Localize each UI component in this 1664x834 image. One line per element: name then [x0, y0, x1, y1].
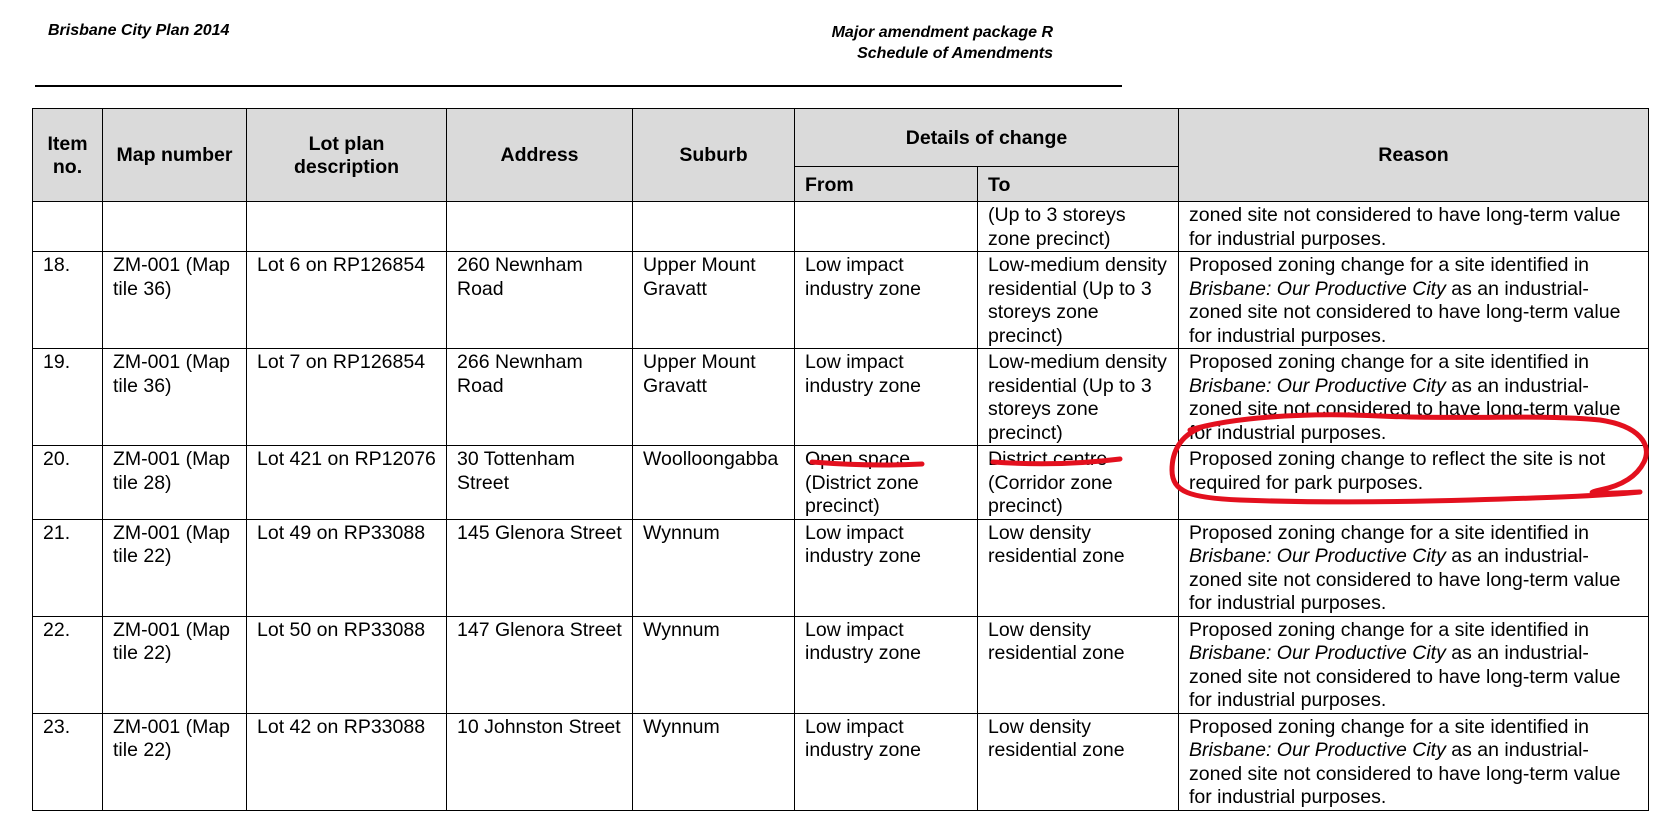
cell-item: 19. — [33, 349, 103, 446]
cell-item: 21. — [33, 519, 103, 616]
cell-lot: Lot 42 on RP33088 — [247, 713, 447, 810]
cell-map: ZM-001 (Map tile 36) — [103, 252, 247, 349]
cell-item: 20. — [33, 446, 103, 520]
cell-address: 30 Tottenham Street — [447, 446, 633, 520]
reason-text-end: as an industrial-zoned site not considered to have long-term value for industrial purposes. — [1189, 545, 1621, 614]
cell-suburb: Upper Mount Gravatt — [633, 252, 795, 349]
cell-reason — [1179, 349, 1649, 446]
cell-map: ZM-001 (Map tile 28) — [103, 446, 247, 520]
cell-to: District centre (Corridor zone precinct) — [978, 446, 1179, 520]
cell-item: 18. — [33, 252, 103, 349]
cell-address: 260 Newnham Road — [447, 252, 633, 349]
cell-map: ZM-001 (Map tile 22) — [103, 713, 247, 810]
cell-lot: Lot 7 on RP126854 — [247, 349, 447, 446]
col-header-details: Details of change — [795, 109, 1179, 167]
cell-reason — [1179, 519, 1649, 616]
document-subtitle — [832, 22, 1053, 64]
reason-text: Proposed zoning change for a site identified in — [1189, 715, 1590, 738]
reason-publication: Brisbane: Our Productive City — [1189, 545, 1446, 567]
cell-item: 23. — [33, 713, 103, 810]
cell-address — [447, 202, 633, 252]
cell-map — [103, 202, 247, 252]
col-header-to: To — [978, 167, 1179, 202]
cell-from: Low impact industry zone — [795, 349, 978, 446]
cell-from — [795, 202, 978, 252]
reason-text: Proposed zoning change to reflect the site is not required for park purposes. — [1189, 448, 1606, 494]
col-header-address: Address — [447, 109, 633, 202]
cell-suburb: Wynnum — [633, 713, 795, 810]
cell-address: 10 Johnston Street — [447, 713, 633, 810]
cell-to: Low density residential zone — [978, 713, 1179, 810]
cell-map: ZM-001 (Map tile 22) — [103, 519, 247, 616]
cell-to: Low density residential zone — [978, 519, 1179, 616]
package-name: Major amendment package R — [831, 24, 1053, 41]
cell-from: Low impact industry zone — [795, 616, 978, 713]
cell-reason — [1179, 252, 1649, 349]
reason-text: Proposed zoning change for a site identified in — [1189, 254, 1590, 276]
cell-suburb: Woolloongabba — [633, 446, 795, 520]
table-row — [33, 252, 1649, 349]
cell-to: Low-medium density residential (Up to 3 storeys zone precinct) — [978, 252, 1179, 349]
reason-text-end: as an industrial-zoned site not considered to have long-term value for industrial purposes. — [1189, 374, 1621, 444]
amendments-table — [32, 108, 1649, 811]
col-header-lot: Lot plan description — [247, 109, 447, 202]
cell-reason: zoned site not considered to have long-term value for industrial purposes. — [1179, 202, 1649, 252]
reason-text: Proposed zoning change for a site identified in — [1189, 521, 1590, 544]
col-header-map: Map number — [103, 109, 247, 202]
cell-lot — [247, 202, 447, 252]
cell-item: 22. — [33, 616, 103, 713]
cell-address: 147 Glenora Street — [447, 616, 633, 713]
cell-suburb: Wynnum — [633, 616, 795, 713]
table-row — [33, 349, 1649, 446]
table-header-row — [33, 109, 1649, 167]
reason-publication: Brisbane: Our Productive City — [1189, 374, 1446, 397]
reason-publication: Brisbane: Our Productive City — [1189, 277, 1446, 300]
cell-from: Low impact industry zone — [795, 713, 978, 810]
cell-map: ZM-001 (Map tile 22) — [103, 616, 247, 713]
reason-publication: Brisbane: Our Productive City — [1189, 739, 1446, 761]
schedule-name: Schedule of Amendments — [857, 45, 1053, 62]
reason-text: Proposed zoning change for a site identified in — [1189, 618, 1590, 641]
cell-item — [33, 202, 103, 252]
cell-reason — [1179, 713, 1649, 810]
cell-from: Open space (District zone precinct) — [795, 446, 978, 520]
reason-text-end: as an industrial-zoned site not considered to have long-term value for industrial purposes. — [1189, 739, 1621, 808]
table-row — [33, 713, 1649, 810]
cell-lot: Lot 49 on RP33088 — [247, 519, 447, 616]
col-header-suburb: Suburb — [633, 109, 795, 202]
cell-lot: Lot 421 on RP12076 — [247, 446, 447, 520]
cell-to: (Up to 3 storeys zone precinct) — [978, 202, 1179, 252]
cell-from: Low impact industry zone — [795, 519, 978, 616]
reason-text-end: as an industrial-zoned site not considered to have long-term value for industrial purposes. — [1189, 642, 1621, 711]
reason-text-end: as an industrial-zoned site not considered to have long-term value for industrial purposes. — [1189, 277, 1621, 347]
cell-suburb: Wynnum — [633, 519, 795, 616]
table-row-continued — [33, 202, 1649, 252]
cell-to: Low-medium density residential (Up to 3 storeys zone precinct) — [978, 349, 1179, 446]
cell-suburb — [633, 202, 795, 252]
cell-reason — [1179, 616, 1649, 713]
col-header-from: From — [795, 167, 978, 202]
document-title: Brisbane City Plan 2014 — [48, 22, 230, 39]
cell-lot: Lot 6 on RP126854 — [247, 252, 447, 349]
col-header-reason: Reason — [1179, 109, 1649, 202]
cell-map: ZM-001 (Map tile 36) — [103, 349, 247, 446]
reason-publication: Brisbane: Our Productive City — [1189, 642, 1446, 664]
col-header-item: Item no. — [33, 109, 103, 202]
cell-from: Low impact industry zone — [795, 252, 978, 349]
reason-text: Proposed zoning change for a site identified in — [1189, 351, 1590, 373]
table-row-highlighted — [33, 446, 1649, 520]
header-divider — [35, 85, 1122, 87]
cell-address: 145 Glenora Street — [447, 519, 633, 616]
table-row — [33, 519, 1649, 616]
table-row — [33, 616, 1649, 713]
cell-suburb: Upper Mount Gravatt — [633, 349, 795, 446]
cell-lot: Lot 50 on RP33088 — [247, 616, 447, 713]
cell-reason — [1179, 446, 1649, 520]
cell-address: 266 Newnham Road — [447, 349, 633, 446]
cell-to: Low density residential zone — [978, 616, 1179, 713]
